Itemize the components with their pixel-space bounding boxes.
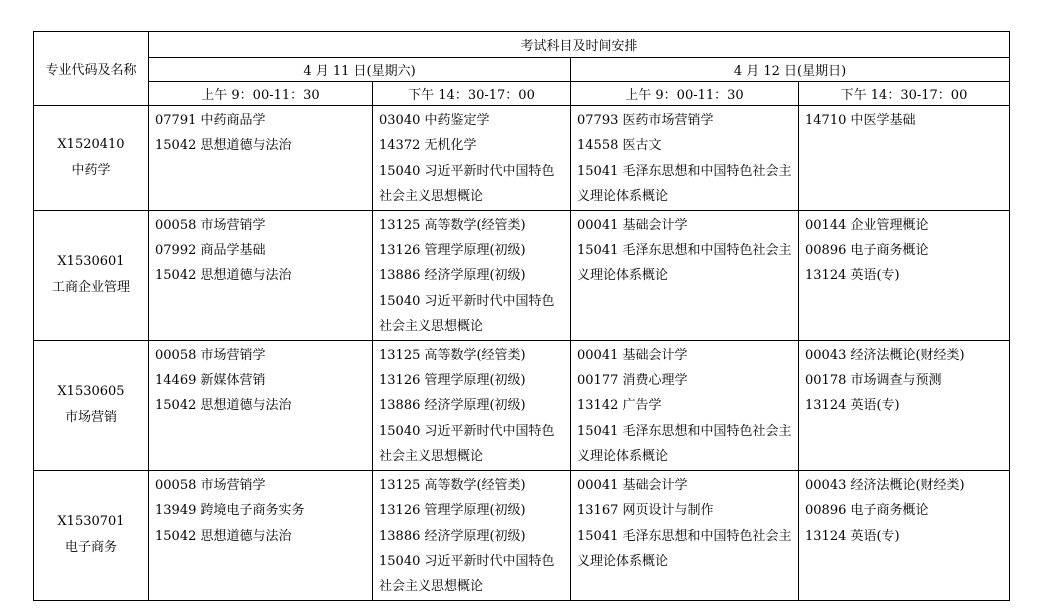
subject-line: 15040 习近平新时代中国特色 [379,293,555,309]
subject-cell [373,470,571,600]
subject-line: 13886 经济学原理(初级) [379,398,526,414]
table-row [34,210,1010,340]
subject-line: 00041 基础会计学 [577,217,688,233]
subject-line: 13124 英语(专) [805,528,900,544]
subject-line: 13125 高等数学(经管类) [379,217,526,233]
major-cell [34,106,149,211]
major-column-header: 专业代码及名称 [34,32,149,106]
subject-line: 00041 基础会计学 [577,477,688,493]
subject-line: 13126 管理学原理(初级) [379,243,526,259]
subject-line: 15042 思想道德与法治 [155,268,292,284]
subject-line: 13886 经济学原理(初级) [379,528,526,544]
subject-cell [373,210,571,340]
subject-cell [149,106,373,211]
subject-line: 00144 企业管理概论 [805,217,929,233]
subject-line: 00896 电子商务概论 [805,243,929,259]
subject-line: 00177 消费心理学 [577,373,688,389]
subject-line: 社会主义思想概论 [379,579,484,595]
subject-cell [799,106,1010,211]
exam-schedule-table [33,31,1010,601]
subject-line: 义理论体系概论 [577,553,669,569]
subject-cell [373,340,571,470]
subject-line: 13949 跨境电子商务实务 [155,503,305,519]
subject-line: 15041 毛泽东思想和中国特色社会主 [577,423,792,439]
session-header: 上午 9：00-11：30 [571,82,799,106]
subject-line: 15042 思想道德与法治 [155,528,292,544]
major-cell [34,210,149,340]
session-header: 下午 14：30-17：00 [373,82,571,106]
subject-line: 13167 网页设计与制作 [577,503,714,519]
subject-line: 03040 中药鉴定学 [379,113,490,128]
subject-line: 义理论体系概论 [577,268,669,284]
subject-cell [799,340,1010,470]
schedule-body [34,106,1010,601]
subject-line: 15040 习近平新时代中国特色 [379,553,555,569]
subject-line: 13124 英语(专) [805,398,900,414]
subject-line: 义理论体系概论 [577,189,669,205]
subject-line: 00041 基础会计学 [577,347,688,363]
subject-line: 15040 习近平新时代中国特色 [379,423,555,439]
subject-cell [571,106,799,211]
major-name: 电子商务 [64,540,117,556]
subject-line: 00043 经济法概论(财经类) [805,477,965,493]
subject-line: 社会主义思想概论 [379,189,484,205]
subject-line: 15040 习近平新时代中国特色 [379,163,555,179]
day-header: 4 月 11 日(星期六) [149,58,571,82]
subject-line: 13886 经济学原理(初级) [379,268,526,284]
subject-cell [571,210,799,340]
major-cell [34,340,149,470]
subject-line: 15041 毛泽东思想和中国特色社会主 [577,528,792,544]
day-header: 4 月 12 日(星期日) [571,58,1010,82]
major-cell [34,470,149,600]
subject-line: 社会主义思想概论 [379,449,484,465]
major-name: 工商企业管理 [51,280,130,296]
subject-cell [149,340,373,470]
subject-line: 14372 无机化学 [379,138,477,154]
table-row [34,470,1010,600]
subject-cell [571,470,799,600]
subject-line: 13142 广告学 [577,398,662,414]
major-name: 中药学 [71,162,111,178]
subject-cell [799,210,1010,340]
subject-line: 00896 电子商务概论 [805,503,929,519]
subject-line: 13125 高等数学(经管类) [379,347,526,363]
major-name: 市场营销 [64,410,117,426]
schedule-title: 考试科目及时间安排 [149,32,1010,58]
subject-line: 07793 医药市场营销学 [577,113,714,128]
subject-line: 社会主义思想概论 [379,319,484,335]
table-row [34,340,1010,470]
subject-line: 15041 毛泽东思想和中国特色社会主 [577,163,792,179]
subject-line: 00058 市场营销学 [155,347,266,363]
subject-line: 00178 市场调查与预测 [805,373,942,389]
subject-cell [571,340,799,470]
subject-line: 00043 经济法概论(财经类) [805,347,965,363]
subject-line: 13124 英语(专) [805,268,900,284]
major-code: X1530601 [57,254,125,270]
session-header: 上午 9：00-11：30 [149,82,373,106]
subject-line: 14469 新媒体营销 [155,373,266,389]
major-code: X1520410 [57,136,125,152]
subject-line: 13126 管理学原理(初级) [379,503,526,519]
subject-cell [149,470,373,600]
subject-line: 07791 中药商品学 [155,113,266,128]
table-row [34,106,1010,211]
subject-line: 15041 毛泽东思想和中国特色社会主 [577,243,792,259]
subject-line: 00058 市场营销学 [155,217,266,233]
subject-line: 15042 思想道德与法治 [155,398,292,414]
subject-line: 13125 高等数学(经管类) [379,477,526,493]
major-code: X1530605 [57,384,125,400]
major-code: X1530701 [57,514,125,530]
subject-line: 07992 商品学基础 [155,243,266,259]
subject-cell [373,106,571,211]
subject-line: 00058 市场营销学 [155,477,266,493]
subject-cell [799,470,1010,600]
subject-line: 14710 中医学基础 [805,113,916,128]
session-header: 下午 14：30-17：00 [799,82,1010,106]
subject-line: 14558 医古文 [577,138,662,154]
subject-cell [149,210,373,340]
subject-line: 13126 管理学原理(初级) [379,373,526,389]
subject-line: 15042 思想道德与法治 [155,138,292,154]
subject-line: 义理论体系概论 [577,449,669,465]
